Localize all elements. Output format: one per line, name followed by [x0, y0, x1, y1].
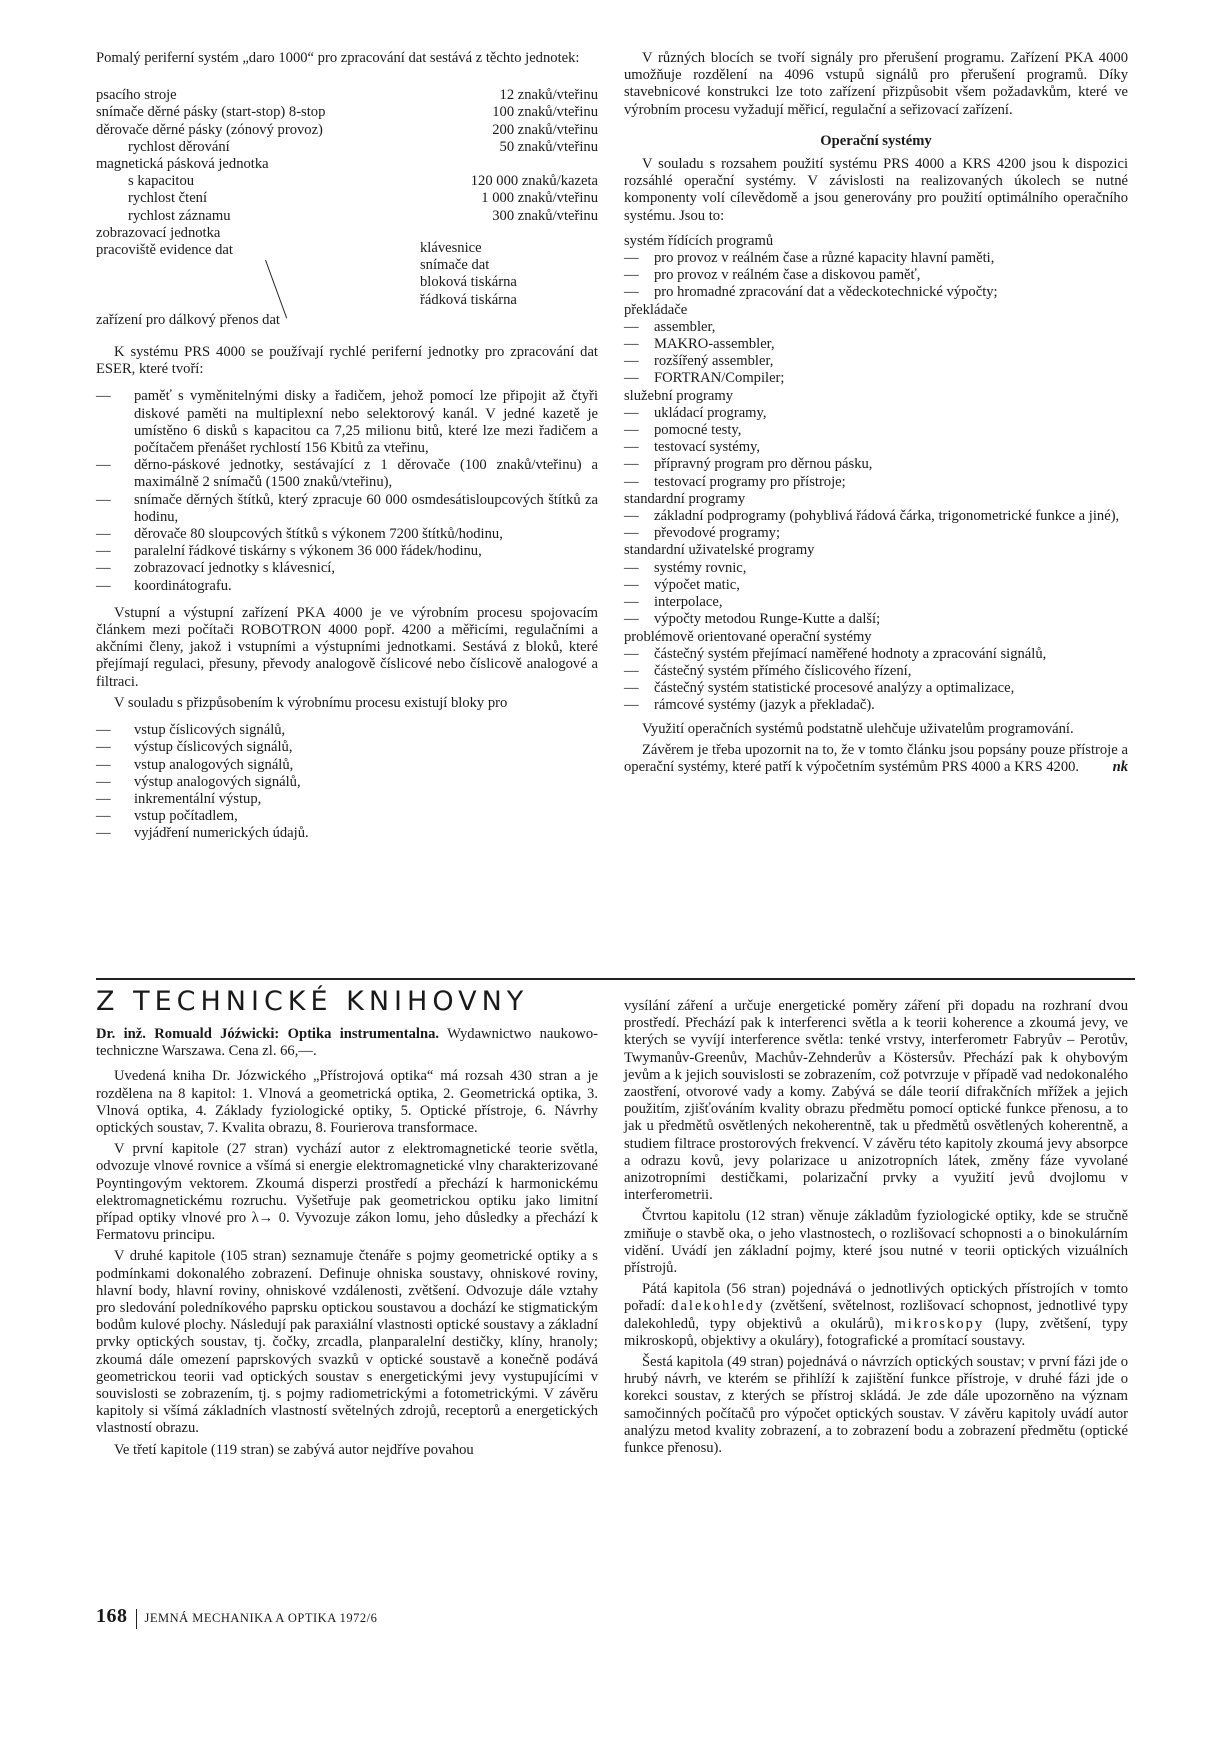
- os-group-item: — částečný systém přejímací naměřené hodnoty a zpracování signálů,: [624, 646, 1128, 663]
- block-item: — výstup analogových signálů,: [96, 774, 598, 791]
- connector-line: [265, 260, 287, 319]
- spec-value: 50 znaků/vteřinu: [499, 138, 598, 155]
- os-group-title: problémově orientované operační systémy: [624, 628, 872, 645]
- section-title: Z TECHNICKÉ KNIHOVNY: [96, 986, 529, 1017]
- block-item: — inkrementální výstup,: [96, 791, 598, 808]
- os-group-list: [624, 560, 1128, 629]
- spec-value: 100 znaků/vteřinu: [492, 104, 598, 121]
- spec-label: magnetická pásková jednotka: [96, 156, 269, 173]
- citation-rest: Wydawnictwo naukowo-techniczne Warszawa. Cena zl. 66,—.: [96, 1026, 598, 1060]
- os-group-title: standardní programy: [624, 490, 746, 507]
- signature: nk: [1112, 758, 1128, 775]
- eser-list: [96, 388, 598, 594]
- spec-value: 12 znaků/vteřinu: [499, 87, 598, 104]
- section-header: [96, 986, 598, 1018]
- peripheral-intro: Pomalý periferní systém „daro 1000“ pro zpracování dat sestává z těchto jednotek:: [96, 50, 580, 66]
- journal-name: JEMNÁ MECHANIKA A OPTIKA 1972/6: [144, 1611, 378, 1625]
- citation-author: Dr. inž. Romuald Jóźwicki: Optika instrumentalna.: [96, 1026, 440, 1042]
- eser-item: — snímače děrných štítků, který zpracuje 60 000 osmdesátisloupcových štítků za hodinu,: [96, 492, 598, 526]
- spec-row: [96, 122, 598, 139]
- final-paragraph: [624, 742, 1128, 776]
- eser-item: — paralelní řádkové tiskárny s výkonem 36 000 řádek/hodinu,: [96, 543, 598, 560]
- right-top-column: [624, 50, 1128, 780]
- eser-intro: K systému PRS 4000 se používají rychlé periferní jednotky pro zpracování dat ESER, které tvoří:: [96, 344, 598, 378]
- remote-transfer-label: zařízení pro dálkový přenos dat: [96, 312, 280, 329]
- spec-row: [96, 173, 598, 190]
- os-group-item: — interpolace,: [624, 594, 1128, 611]
- os-group-title: služební programy: [624, 387, 734, 404]
- os-group-item: — výpočet matic,: [624, 577, 1128, 594]
- spec-value: 200 znaků/vteřinu: [492, 121, 598, 138]
- chapter5-term-telescopes: dalekohledy: [671, 1298, 765, 1315]
- os-groups: [624, 233, 1128, 715]
- final-text: Závěrem je třeba upozornit na to, že v tomto článku jsou popsány pouze přístroje a operační systémy, které patří k výpočetním systémům PRS 4000 a KRS 4200.: [624, 741, 1128, 775]
- footer-divider: [136, 1609, 137, 1629]
- os-group-item: — FORTRAN/Compiler;: [624, 370, 1128, 387]
- os-group-title: standardní uživatelské programy: [624, 542, 815, 559]
- os-group-item: — rozšířený assembler,: [624, 353, 1128, 370]
- os-group-item: — částečný systém přímého číslicového řízení,: [624, 663, 1128, 680]
- spec-value: 1 000 znaků/vteřinu: [481, 190, 598, 207]
- spec-row: [96, 208, 598, 225]
- chapter5-text-a: Pátá kapitola (56 stran) pojednává o jednotlivých optických přístrojích v tomto pořadí:: [624, 1281, 1128, 1315]
- left-top-column: [96, 50, 598, 849]
- os-group-item: — assembler,: [624, 319, 1128, 336]
- review-paragraph: V první kapitole (27 stran) vychází autor z elektromagnetické teorie světla, odvozuje vlnové rovnice a všímá si energie elektromagnetické vlny charakterizované Poyntingovým vektorem. Zkoumá disperzi prostředí a přechází k harmonickému elektromagnetickému rozruchu. Vyšetřuje pak geometrickou optiku jako limitní případ optiky vlnové pro λ→ 0. Vyvozuje zákon lomu, jeho důsledky a přechází k Fermatovu principu.: [96, 1141, 598, 1244]
- os-group-list: [624, 250, 1128, 302]
- workstation-items: [420, 240, 517, 309]
- eser-item: — děrovače 80 sloupcových štítků s výkonem 7200 štítků/hodinu,: [96, 526, 598, 543]
- review-left-column: [96, 1026, 598, 1463]
- block-item: — vstup počítadlem,: [96, 808, 598, 825]
- os-group-item: — systémy rovnic,: [624, 560, 1128, 577]
- spec-label: snímače děrné pásky (start-stop) 8-stop: [96, 104, 326, 121]
- block-item: — vstup číslicových signálů,: [96, 722, 598, 739]
- spec-label: rychlost děrování: [128, 138, 230, 155]
- review-paragraph: [624, 1281, 1128, 1350]
- review-paragraph: Ve třetí kapitole (119 stran) se zabývá autor nejdříve povahou: [114, 1441, 474, 1458]
- os-group-title: systém řídících programů: [624, 232, 774, 249]
- blocks-list: [96, 722, 598, 842]
- page-footer: [96, 1605, 378, 1629]
- review-right-column: [624, 998, 1128, 1461]
- os-group-item: — pro provoz v reálném čase a diskovou paměť,: [624, 267, 1128, 284]
- os-group-item: — testovací systémy,: [624, 439, 1128, 456]
- os-group-title: překládače: [624, 301, 688, 318]
- os-group-item: — částečný systém statistické procesové analýzy a optimalizace,: [624, 680, 1128, 697]
- review-paragraph: Uvedená kniha Dr. Józwického „Přístrojová optika“ má rozsah 430 stran a je rozdělena na 8 kapitol: 1. Vlnová a geometrická optika, 2. Geometrická optika, 3. Vlnová optika, 4. Základy fyziologické optiky, 5. Optické přístroje, 6. Návrhy optických soustav, 7. Kvalita obrazu, 8. Fourierova transformace.: [96, 1068, 598, 1137]
- pka-paragraph: Vstupní a výstupní zařízení PKA 4000 je ve výrobním procesu spojovacím článkem mezi počítači ROBOTRON 4000 popř. 4200 a měřicími, regulačními a akčními členy, jakož i vstupními a výstupními jednotkami. Sestává z bloků, které přejímají regulaci, přesuny, převody analogově číslicové nebo číslicově analogové a filtraci.: [96, 604, 598, 690]
- eser-item: — koordinátografu.: [96, 578, 598, 595]
- workstation-item: snímače dat: [420, 257, 490, 274]
- os-group-item: — pro provoz v reálném čase a různé kapacity hlavní paměti,: [624, 250, 1128, 267]
- blocks-intro: V souladu s přizpůsobením k výrobnímu procesu existují bloky pro: [114, 694, 508, 711]
- usage-paragraph: Využití operačních systémů podstatně ulehčuje uživatelům programování.: [642, 720, 1074, 737]
- os-group-item: — MAKRO-assembler,: [624, 336, 1128, 353]
- workstation-item: řádková tiskárna: [420, 291, 517, 308]
- os-group-item: — rámcové systémy (jazyk a překladač).: [624, 697, 1128, 714]
- spec-row: [96, 87, 598, 104]
- workstation-label: pracoviště evidence dat: [96, 242, 233, 259]
- block-item: — výstup číslicových signálů,: [96, 739, 598, 756]
- os-group-item: — testovací programy pro přístroje;: [624, 474, 1128, 491]
- spec-value: 300 znaků/vteřinu: [492, 207, 598, 224]
- review-paragraph: Šestá kapitola (49 stran) pojednává o návrzích optických soustav; v první fázi jde o hrubý návrh, ve kterém se přihlíží k zajištění funkce přístroje, v druhé fázi jde o korekci soustav, z kterých se přístroj skládá. Je zde dále upozorněno na význam samočinných počítačů pro výpočet optických soustav. V závěru kapitoly uvádí autor analýzu metod kvality zobrazení, a to zobrazení bodu a zobrazení předmětu (optické funkce přenosu).: [624, 1354, 1128, 1457]
- os-group-item: — ukládací programy,: [624, 405, 1128, 422]
- spec-label: rychlost čtení: [128, 190, 208, 207]
- spec-row: [96, 156, 598, 173]
- spec-label: zobrazovací jednotka: [96, 224, 221, 241]
- os-group-item: — základní podprogramy (pohyblivá řádová čárka, trigonometrické funkce a jiné),: [624, 508, 1128, 525]
- os-intro: V souladu s rozsahem použití systému PRS 4000 a KRS 4200 jsou k dispozici rozsáhlé operační systémy. V závislosti na realizovaných úkolech se nutné komponenty volí cílevědomě a jsou generovány pro použití optimálního operačního systému. Jsou to:: [624, 156, 1128, 224]
- os-group-item: — pomocné testy,: [624, 422, 1128, 439]
- os-group-item: — pro hromadné zpracování dat a vědeckotechnické výpočty;: [624, 284, 1128, 301]
- eser-item: — paměť s vyměnitelnými disky a řadičem, jehož pomocí lze připojit až čtyři diskové paměti na multiplexní nebo selektorový kanál. V jedné kazetě je umístěno 6 disků s kapacitou ca 7,25 milionu bitů, které lze mezi řadičem a počítačem přenášet rychlostí 156 Kbitů za vteřinu,: [96, 388, 598, 457]
- workstation-block: [96, 242, 598, 328]
- block-item: — vstup analogových signálů,: [96, 757, 598, 774]
- spec-row: [96, 139, 598, 156]
- workstation-item: klávesnice: [420, 240, 482, 257]
- spec-value: 120 000 znaků/kazeta: [470, 173, 598, 190]
- os-group-list: [624, 319, 1128, 388]
- spec-row: [96, 225, 598, 242]
- os-group-list: [624, 508, 1128, 542]
- section-rule: [96, 978, 1135, 980]
- os-group-list: [624, 405, 1128, 491]
- chapter5-text-c: (lupy, zvětšení, typy mikroskopů, objektivy a okuláry), fotografické a promítací soustavy.: [624, 1315, 1128, 1349]
- os-heading: Operační systémy: [820, 132, 932, 149]
- eser-item: — děrno-páskové jednotky, sestávající z 1 děrovače (100 znaků/vteřinu) a maximálně 2 snímačů (1500 znaků/vteřinu),: [96, 457, 598, 491]
- spec-list: [96, 87, 598, 242]
- chapter5-term-microscopes: mikroskopy: [894, 1315, 985, 1332]
- os-group-item: — přípravný program pro děrnou pásku,: [624, 456, 1128, 473]
- review-paragraph: Čtvrtou kapitolu (12 stran) věnuje základům fyziologické optiky, kde se stručně zmiňuje o stavbě oka, o jeho vlastnostech, o rozlišovací schopnosti a o binokulárním vidění. Uvádí jen základní pojmy, které jsou nutné v teorii optických vizuálních přístrojů.: [624, 1208, 1128, 1277]
- eser-item: — zobrazovací jednotky s klávesnicí,: [96, 560, 598, 577]
- workstation-item: bloková tiskárna: [420, 274, 517, 291]
- review-paragraph: vysílání záření a určuje energetické poměry záření při dopadu na rozhraní dvou prostředí. Přechází pak k interferenci světla a k teorii koherence a zkoumá jevy, ve kterých se vyvíjí interference světla: tenké vrstvy, interferometr Fabryův – Perotův, Twymanův-Greenův, Machův-Zehnderův a Köstersův. Přechází pak k ohybovým jevům a k jejich souvislosti se zobrazením, což potvrzuje v případě vad nedokonalého zaostření, otvorové vady a komy. Zabývá se dále teorií difrakčních mřížek a jejich použitím, zjišťováním kvality obrazu předmětu pomocí optické funkce přenosu, a to jak u předmětů osvětlených nekoherentně, tak u předmětů osvětlených koherentně, a studiem filtrace prostorových frekvencí. V závěru této kapitoly zkoumá jevy absorpce a odrazu kovů, jevy polarizace u anizotropních látek, změny fáze vyvolané anizotropními destičkami, polarizační prvky a využití jevů dvojlomu v interferometrii.: [624, 998, 1128, 1204]
- spec-row: [96, 104, 598, 121]
- os-group-list: [624, 646, 1128, 715]
- interrupt-paragraph: V různých blocích se tvoří signály pro přerušení programu. Zařízení PKA 4000 umožňuje rozdělení na 4096 vstupů signálů pro přerušení programů. Díky stavebnicové konstrukci lze toto zařízení přizpůsobit všem požadavkům, které ve výrobním procesu vyžadují měřicí, regulační a seřizovací zařízení.: [624, 50, 1128, 118]
- os-group-item: — výpočty metodou Runge-Kutte a další;: [624, 611, 1128, 628]
- spec-label: rychlost záznamu: [128, 207, 231, 224]
- os-group-item: — převodové programy;: [624, 525, 1128, 542]
- spec-row: [96, 190, 598, 207]
- spec-label: psacího stroje: [96, 87, 177, 104]
- spec-label: s kapacitou: [128, 173, 195, 190]
- spec-label: děrovače děrné pásky (zónový provoz): [96, 121, 323, 138]
- chapter5-text-b: (zvětšení, světelnost, rozlišovací schopnost, jednotlivé typy dalekohledů, typy objektivů a okulárů),: [624, 1298, 1129, 1332]
- review-citation: [96, 1026, 598, 1060]
- block-item: — vyjádření numerických údajů.: [96, 825, 598, 842]
- page-number: 168: [96, 1605, 128, 1627]
- review-paragraph: V druhé kapitole (105 stran) seznamuje čtenáře s pojmy geometrické optiky a s podmínkami dokonalého zobrazení. Definuje ohniska soustavy, ohniskové roviny, hlavní body, hlavní roviny, ohniskové vzdálenosti, zvětšení. Odvozuje dále vztahy pro sledování poledníkového paprsku optickou soustavou a dochází ke stigmatickým bodům kulové plochy. Následují pak paraxiální vlastnosti optické soustavy a základní prvky optických soustav, tj. čočky, zrcadla, planparalelní destičky, klíny, hranoly; zkoumá dále omezení paprskových svazků v optické soustavě a konečně podává geometrickou teorii vad optických soustav s energetickými jevy vystupujícími v souvislosti se zobrazením, tj. s pojmy radiometrickými a fotometrickými. V závěru kapitoly si všímá základních vlastností světelných zdrojů, receptorů a energetických vlastností obrazu.: [96, 1248, 598, 1437]
